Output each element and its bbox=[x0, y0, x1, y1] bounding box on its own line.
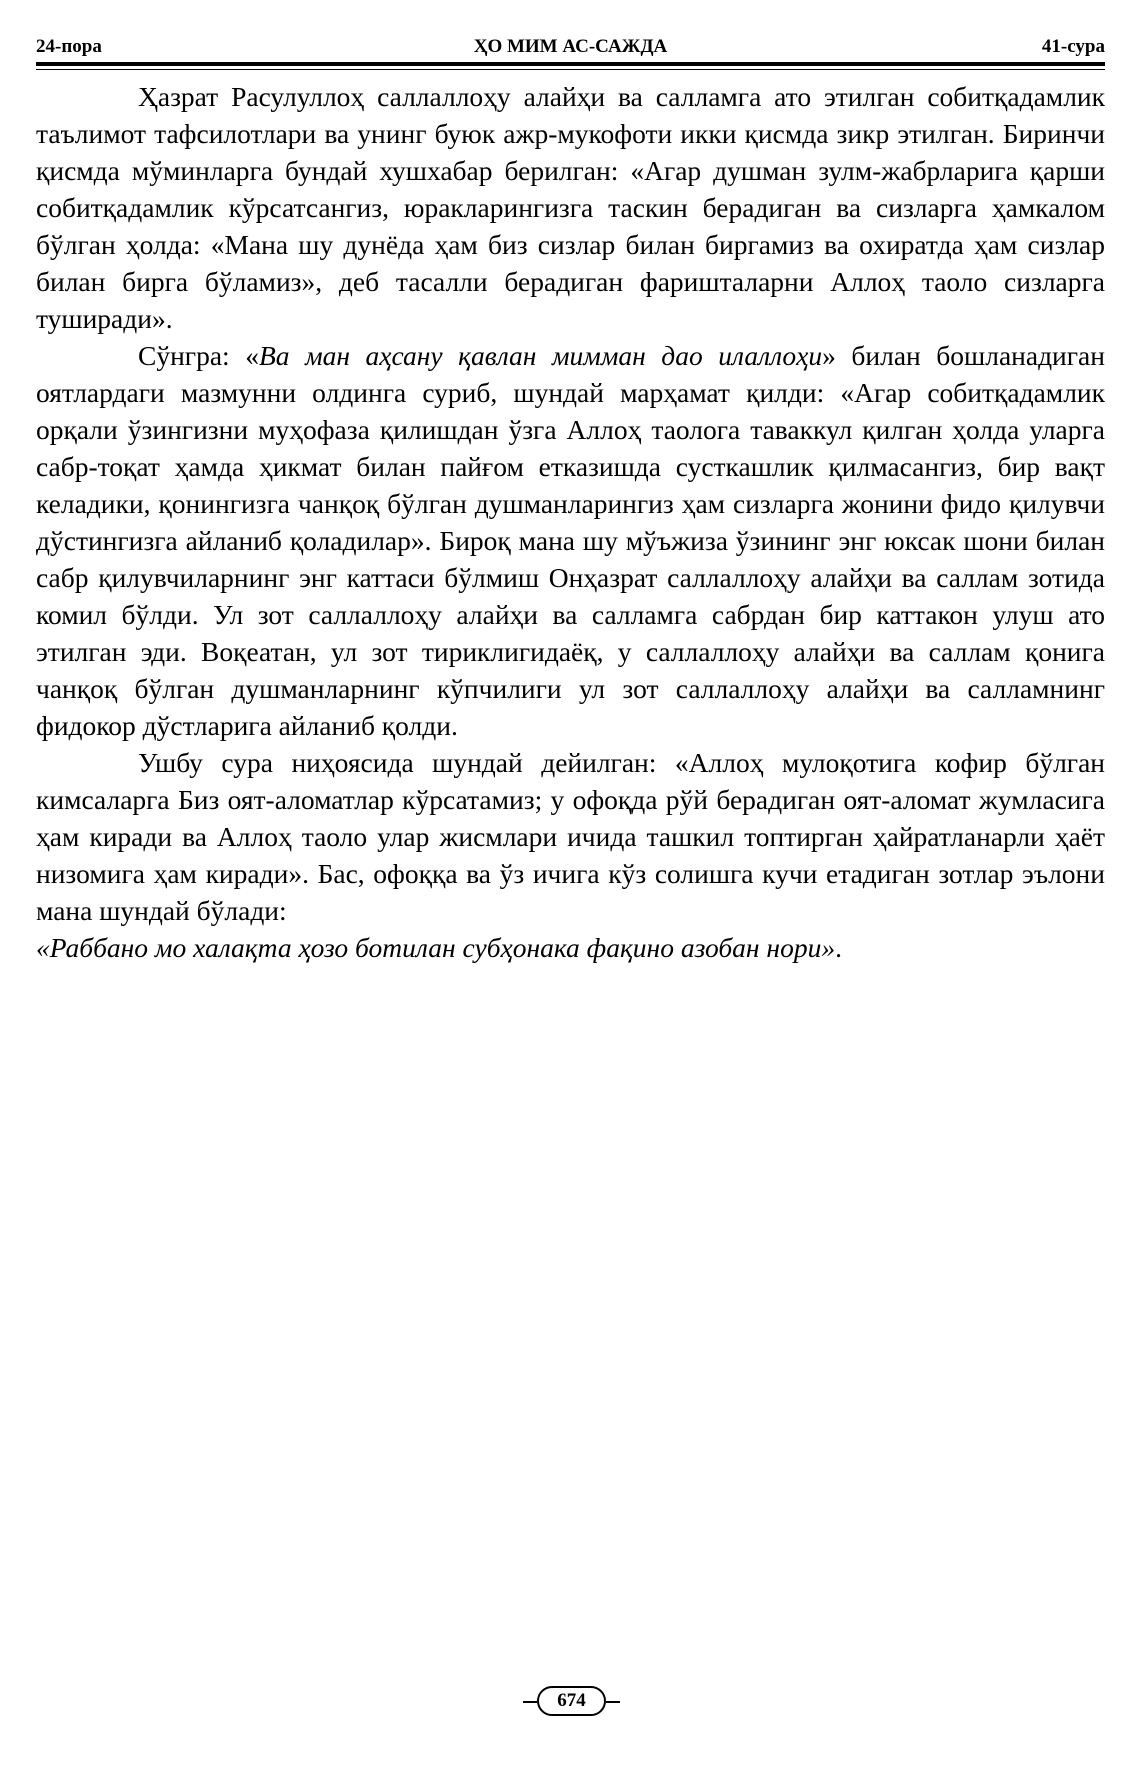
paragraph-2-start: Сўнгра: « bbox=[138, 340, 259, 371]
closing-period: . bbox=[835, 932, 842, 963]
paragraph-2-quote: Ва ман аҳсану қавлан мимман дао илаллоҳи bbox=[258, 340, 823, 371]
header-divider-thin bbox=[36, 69, 1105, 70]
paragraph-1: Ҳазрат Расулуллоҳ саллаллоҳу алайҳи ва салламга ато этилган собитқадамлик таълимот тафсилотлари ва унинг буюк ажр-мукофоти икки қисмда зикр этилган. Биринчи қисмда мўминларга бундай хушхабар берилган: «Агар душман зулм-жабрларига қарши собитқадамлик кўрсатсангиз, юракларингизга таскин берадиган ва сизларга ҳамкалом бўлган ҳолда: «Мана шу дунёда ҳам биз сизлар билан биргамиз ва охиратда ҳам сизлар билан бирга бўламиз», деб тасалли берадиган фаришталарни Аллоҳ таоло сизларга туширади». bbox=[36, 81, 1105, 334]
paragraph-2-rest: » билан бошланадиган оятлардаги мазмунни олдинга суриб, шундай марҳамат қилди: «Агар собитқадамлик орқали ўзингизни муҳофаза қилишдан ўзга Аллоҳ таологa таваккул қилган ҳолда уларга сабр-тоқат ҳамда ҳикмат билан пайғом етказишда сусткашлик қилмасангиз, бир вақт келадики, қонингизга чанқоқ бўлган душманларингиз ҳам сизларга жонини фидо қилувчи дўстингизга айланиб қоладилар». Бироқ мана шу мўъжиза ўзининг энг юксак шони билан сабр қилувчиларнинг энг каттаси бўлмиш Онҳазрат саллаллоҳу алайҳи ва саллам зотида комил бўлди. Ул зот саллаллоҳу алайҳи ва салламга сабрдан бир каттакон улуш ато этилган эди. Воқеатан, ул зот тириклигидаёқ, у саллаллоҳу алайҳи ва саллам қонига чанқоқ бўлган душманларнинг кўпчилиги ул зот саллаллоҳу алайҳи ва салламнинг фидокор дўстларига айланиб қолди. bbox=[36, 340, 1105, 741]
page-number-footer bbox=[0, 1686, 1143, 1716]
page-body bbox=[36, 78, 1105, 966]
header-divider-thick bbox=[36, 62, 1105, 66]
header-surah-number: 41-сура bbox=[1041, 36, 1105, 57]
closing-quote: «Раббано мо халақта ҳозо ботилан субҳонака фақино азобан нори» bbox=[36, 932, 836, 963]
paragraph-4 bbox=[36, 929, 1105, 966]
header-part-number: 24-пора bbox=[36, 36, 102, 57]
paragraph-2 bbox=[36, 337, 1105, 744]
header-chapter-title: ҲО МИМ АС-САЖДА bbox=[473, 36, 668, 57]
paragraph-3: Ушбу сура ниҳоясида шундай дейилган: «Аллоҳ мулоқотига кофир бўлган кимсаларга Биз оят-аломатлар кўрсатамиз; у офоқда рўй берадиган оят-аломат жумласига ҳам киради ва Аллоҳ таоло улар жисмлари ичида ташкил топтирган ҳайратланарли ҳаёт низомига ҳам киради». Бас, офоққа ва ўз ичига кўз солишга кучи етадиган зотлар эълони мана шундай бўлади: bbox=[36, 747, 1105, 926]
page-number: 674 bbox=[537, 1686, 606, 1716]
